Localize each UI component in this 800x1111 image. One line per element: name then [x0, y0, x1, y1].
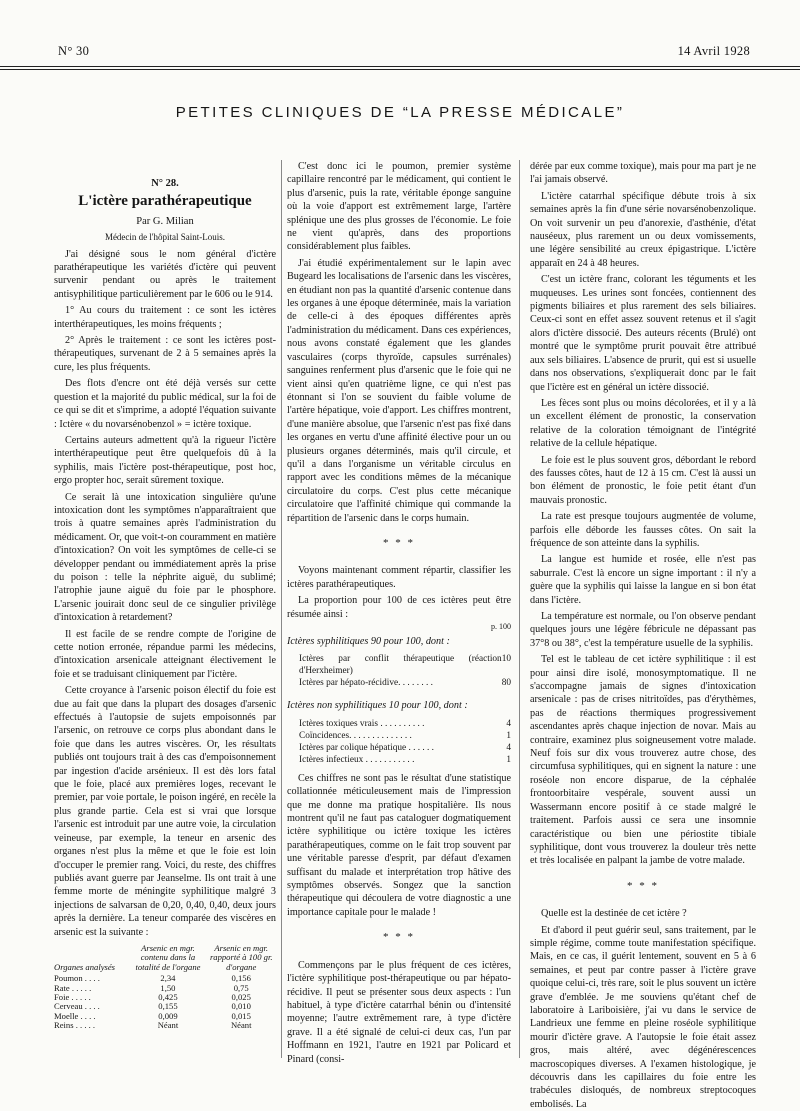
column-divider-2: [519, 160, 520, 1058]
table-cell: Néant: [230, 1020, 252, 1031]
article-byline: Par G. Milian: [136, 215, 194, 227]
paragraph: Tel est le tableau de cet ictère syphilitique : il est pour ainsi dire isolé, monosymptomatique. Il ne s'accompagne jamais de signes d'intoxication arsenicale : pas de crises nitritoïdes, pas d'érythèmes, pas de réactions thermiques progressivement ascendantes après chaque injection de novar. Mais au contraire, examinez plus soigneusement votre malade. Neuf fois sur dix vous trouverez autre chose, des circumfusa syphilitiques, qui en signent la nature : une roséole non encore disparue, de la céphalée frontoorbitaire vespérale, souvent aussi un Wassermann encore positif à ce stade malgré le traitement. Parfois aussi ce sera une insomnie caractéristique ou bien une périostite tibiale syphilitique, dont vous trouverez la douleur très nette et très localisée en palpant la jambe de votre malade.: [530, 654, 756, 867]
table-header: Arsenic en mgr. contenu dans la totalité de l'organe: [135, 942, 201, 972]
paragraph: Certains auteurs admettent qu'à la rigueur l'ictère interthérapeutique peut être quelquefois dû à la syphilis, mais l'ictère post-thérapeutique, post hoc, ergo propter hoc, serait sûrement toxique.: [54, 434, 276, 487]
table-cell: 0,75: [233, 982, 249, 993]
table-cell: 0,015: [231, 1010, 251, 1021]
paragraph: La langue est humide et rosée, elle n'est pas saburrale. C'est là encore un signe important : il n'y a guère que la syphilis qui laisse la langue en si bon état dans l'ictère.: [530, 554, 756, 606]
table-cell: Rate . . . . .: [54, 982, 92, 993]
paragraph: Voyons maintenant comment répartir, classifier les ictères parathérapeutiques.: [287, 565, 511, 590]
paragraph: Quelle est la destinée de cet ictère ?: [541, 908, 687, 920]
paragraph: Les fèces sont plus ou moins décolorées, et il y a là un excellent élément de pronostic, la conservation relative de la coloration témoignant de l'intégrité relative de la cellule hépatique.: [530, 397, 756, 450]
paragraph: 1° Au cours du traitement : ce sont les ictères interthérapeutiques, les moins fréquents ;: [54, 305, 276, 330]
table-row: [54, 1021, 276, 1030]
paragraph: C'est un ictère franc, colorant les téguments et les muqueuses. Les urines sont foncées, contiennent des pigments biliaires et plus rarement des sels biliaires. Ceux-ci sont en effet assez souvent retenus et il s'agit alors d'ictère dissocié. Des auteurs récents (Brulé) ont montré que le symptôme prurit pouvait être attribué aux sels biliaires. L'absence de prurit, qui est si usuelle dans nos observations, s'expliquerait donc par le fait que l'ictère est en général un ictère dissocié.: [530, 274, 756, 393]
paragraph: L'ictère catarrhal spécifique débute trois à six semaines après la fin d'une série novarsénobenzolique. On voit survenir un peu d'anorexie, d'asthénie, d'état nauséeux, plus rarement un ou deux vomissements, une légère sensibilité au creux épigastrique. L'ictère apparaît en 24 à 48 heures.: [530, 190, 756, 269]
section-separator: * * *: [383, 536, 415, 549]
text-column-1: [54, 160, 276, 1060]
paragraph: La température est normale, ou l'on observe pendant quelques jours une légère fébricule ne dépassant pas 37°8 ou 38°, c'est la température usuelle de la syphilis.: [530, 611, 756, 649]
table-cell: Cerveau . . . .: [54, 1001, 100, 1012]
paragraph: La proportion pour 100 de ces ictères peut être résumée ainsi :: [287, 595, 511, 620]
article-affiliation: Médecin de l'hôpital Saint-Louis.: [104, 232, 226, 243]
header-rule-bottom: [0, 69, 800, 70]
issue-date: 14 Avril 1928: [677, 44, 750, 58]
paragraph: 2° Après le traitement : ce sont les ictères post-thérapeutiques, survenant de 2 à 5 semaines après la cure, les plus fréquents.: [54, 335, 276, 373]
table-cell: Foie . . . . .: [54, 991, 91, 1002]
group-heading-non-syphilitic: Ictères non syphilitiques 10 pour 100, dont :: [287, 700, 468, 712]
table-cell: 0,155: [158, 1001, 178, 1012]
stat-row: Ictères par colique hépatique . . . . . . 4: [299, 742, 511, 753]
paragraph: J'ai étudié expérimentalement sur le lapin avec Bugeard les localisations de l'arsenic dans les viscères, en étudiant non pas la quantité d'arsenic contenue dans les organes à une époque déterminée, mais la variation de celle-ci à des époques différentes après l'administration du médicament. Dans ces expériences, nous avons constaté également que les glandes vasculaires (corps thyroïde, capsules surrénales) sanguines renferment plus d'arsenic que le foie qui ne vient ainsi qu'en quatrième ligne, ce qui n'est pas étonnant si l'on se souvient du faible volume de l'artère hépatique, voie d'apport. Les chiffres montrent, d'une manière absolue, que l'arsenic n'est pas fixé dans les organes en vertu d'une affinité élective pour un ou plusieurs organes déterminés, mais qu'il circule, et qu'il a dans l'organisme un véritable circulus en rapport avec les conditions mêmes de la mécanique circulatoire du corps. C'est plus cette mécanique circulatoire que l'affinité chimique qui commande la répartition de l'arsenic dans le corps humain.: [287, 257, 511, 524]
table-cell: 0,009: [158, 1010, 178, 1021]
paragraph: C'est donc ici le poumon, premier système capillaire rencontré par le médicament, qui contient le plus d'arsenic, puis la rate, véritable éponge sanguine où la voie d'apport est extrêmement large, l'artère splénique une des plus grosses de l'économie. Le foie ne vient qu'après, dans des proportions considérablement plus faibles.: [287, 161, 511, 253]
table-cell: Reins . . . . .: [54, 1020, 96, 1031]
article-title: L'ictère parathérapeutique: [78, 193, 252, 210]
stat-row: Ictères infectieux . . . . . . . . . . . 1: [299, 754, 511, 765]
header-rule-top: [0, 66, 800, 67]
paragraph: Il est facile de se rendre compte de l'origine de cette notion erronée, répandue parmi les médecins, d'intoxication arsenicale atteignant électivement le foie et se traduisant cliniquement par l'ictère.: [54, 628, 276, 680]
paragraph: La rate est presque toujours augmentée de volume, parfois elle déborde les fausses côtes. On sait la fréquence de son atteinte dans la syphilis.: [530, 511, 756, 549]
table-header: Arsenic en mgr. rapporté à 100 gr. d'organe: [209, 942, 273, 972]
table-header: Organes analysés: [54, 961, 116, 972]
paragraph: Ce serait là une intoxication singulière qu'une intoxication dont les symptômes n'apparaîtraient que trois à quatre semaines après l'administration du médicament. Or, que voit-t-on couramment en matière d'intoxication? On voit les symptômes de celle-ci se développer pendant ou immédiatement après la prise du poison : telle la néphrite aiguë, du sublimé; l'atrophie jaune aiguë du foie par le phosphore. L'arsenic jouirait donc seul de ce singulier privilège d'intoxication à retardement?: [54, 491, 276, 624]
column-divider-1: [281, 160, 282, 1058]
table-cell: 1,50: [160, 982, 176, 993]
table-cell: Néant: [157, 1020, 179, 1031]
table-cell: Poumon . . . .: [54, 973, 100, 984]
table-cell: 0,425: [158, 991, 178, 1002]
paragraph: Le foie est le plus souvent gros, débordant le rebord des fausses côtes, haut de 12 à 15 cm. C'est là aussi un bon élément de pronostic, le foie petit étant d'un mauvais pronostic.: [530, 454, 756, 506]
table-cell: 2,34: [160, 973, 176, 984]
table-cell: 0,025: [231, 991, 251, 1002]
paragraph: Cette croyance à l'arsenic poison électif du foie est due au fait que dans la plupart des dosages d'arsenic effectués à l'autopsie de sujets empoisonnés par l'arsenic, on retrouve ce corps plus abondant dans le foie que dans les autres viscères. Or, les résultats publiés ont toujours trait à des cas d'empoisonnement par ingestion d'acide arsénieux. Il est dès lors fatal que le foie, placé aux premières loges, recevant le premier, par voie portale, le poison ingéré, en recèle la plus grande partie. Cela est si vrai que lorsque l'arsenic est introduit par une autre voie, la circulation veineuse, par exemple, la teneur en arsenic des organes n'est plus la même et que le foie est loin d'occuper le premier rang. Voici, du reste, des chiffres publiés avant guerre par Jeanselme. Ils ont trait à une femme morte de méningite syphilitique malgré 3 injections de salvarsan de 0,20, 0,40, 0,40, deux jours après la dernière. La teneur comparée des viscères en arsenic est la suivante :: [54, 685, 276, 938]
arsenic-table: [54, 944, 276, 1031]
paragraph: Commençons par le plus fréquent de ces ictères, l'ictère syphilitique post-thérapeutique ou par hépato-récidive. Il peut se présenter sous deux aspects : l'un habituel, à type d'ictère catarrhal bénin ou d'intensité moyenne; l'autre extrêmement rare, à type d'ictère grave. Il a été signalé de celui-ci deux cas, l'un par Hoffmann en 1921, l'autre en 1921 par Policard et Pinard (consi-: [287, 959, 511, 1065]
table-cell: Moelle . . . .: [54, 1010, 96, 1021]
group-heading-syphilitic: Ictères syphilitiques 90 pour 100, dont :: [287, 636, 450, 647]
text-column-2: [287, 160, 511, 1065]
paragraph: dérée par eux comme toxique), mais pour ma part je ne l'ai jamais observé.: [530, 161, 756, 186]
stat-row: Ictères toxiques vrais . . . . . . . . . . 4: [299, 718, 511, 729]
stat-row: Ictères par conflit thérapeutique (réaction d'Herxheimer) 10: [299, 654, 511, 677]
table-cell: 0,010: [231, 1001, 251, 1012]
stat-row: Coïncidences. . . . . . . . . . . . . . 1: [299, 730, 511, 741]
issue-number: N° 30: [58, 44, 90, 58]
paragraph: Ces chiffres ne sont pas le résultat d'une statistique collationnée méticuleusement mais de l'impression que me donne ma pratique hospitalière. Ils nous montrent qu'il ne faut pas cataloguer dogmatiquement ictère syphilitique ou ictère toxique les ictères parathérapeutiques, comme on le fait trop souvent par une véritable paresse d'esprit, par défaut d'examen suffisant du malade et interprétation trop hâtive des symptômes observés. Songez que la sanction thérapeutique qui découlera de votre diagnostic a une importance capitale pour le malade !: [287, 772, 511, 918]
section-banner: PETITES CLINIQUES DE “LA PRESSE MÉDICALE”: [175, 104, 625, 121]
section-separator: * * *: [627, 879, 659, 892]
paragraph: Et d'abord il peut guérir seul, sans traitement, par le simple régime, comme toute manifestation spécifique. Mais, en ce cas, il guérit lentement, souvent en 5 à 6 semaines, et peut par contre passer à l'ictère grave quoique celui-ci, très rare, soit le plus souvent un ictère grave d'emblée. Je me souviens qu'étant chef de laboratoire à Lariboisière, j'ai vu dans le service de Landrieux une femme en pleine roséole syphilitique mourir d'ictère grave. A l'autopsie le foie était assez gros, mais altéré, avec dégénérescences macroscopiques diverses. A l'examen histologique, je découvris dans les capillaires du foie entre les trabécules disloqués, de nombreux streptocoques embolisés. La: [530, 924, 756, 1110]
text-column-3: [530, 160, 756, 1110]
paragraph: Des flots d'encre ont été déjà versés sur cette question et la majorité du public médical, sur la foi de ce qui se dit et s'imprime, a adopté l'équation suivante : Ictère « du novarsénobenzol » = ictère toxique.: [54, 378, 276, 430]
percent-column-label: p. 100: [491, 622, 511, 631]
table-cell: 0,156: [231, 973, 251, 984]
paragraph: J'ai désigné sous le nom général d'ictère parathérapeutique les variétés d'ictère qui peuvent survenir pendant ou après le traitement antisyphilitique particulièrement par le 606 ou le 914.: [54, 248, 276, 300]
article-number: N° 28.: [151, 178, 179, 189]
stat-row: Ictères par hépato-récidive. . . . . . . . 80: [299, 678, 511, 689]
section-separator: * * *: [383, 931, 415, 944]
